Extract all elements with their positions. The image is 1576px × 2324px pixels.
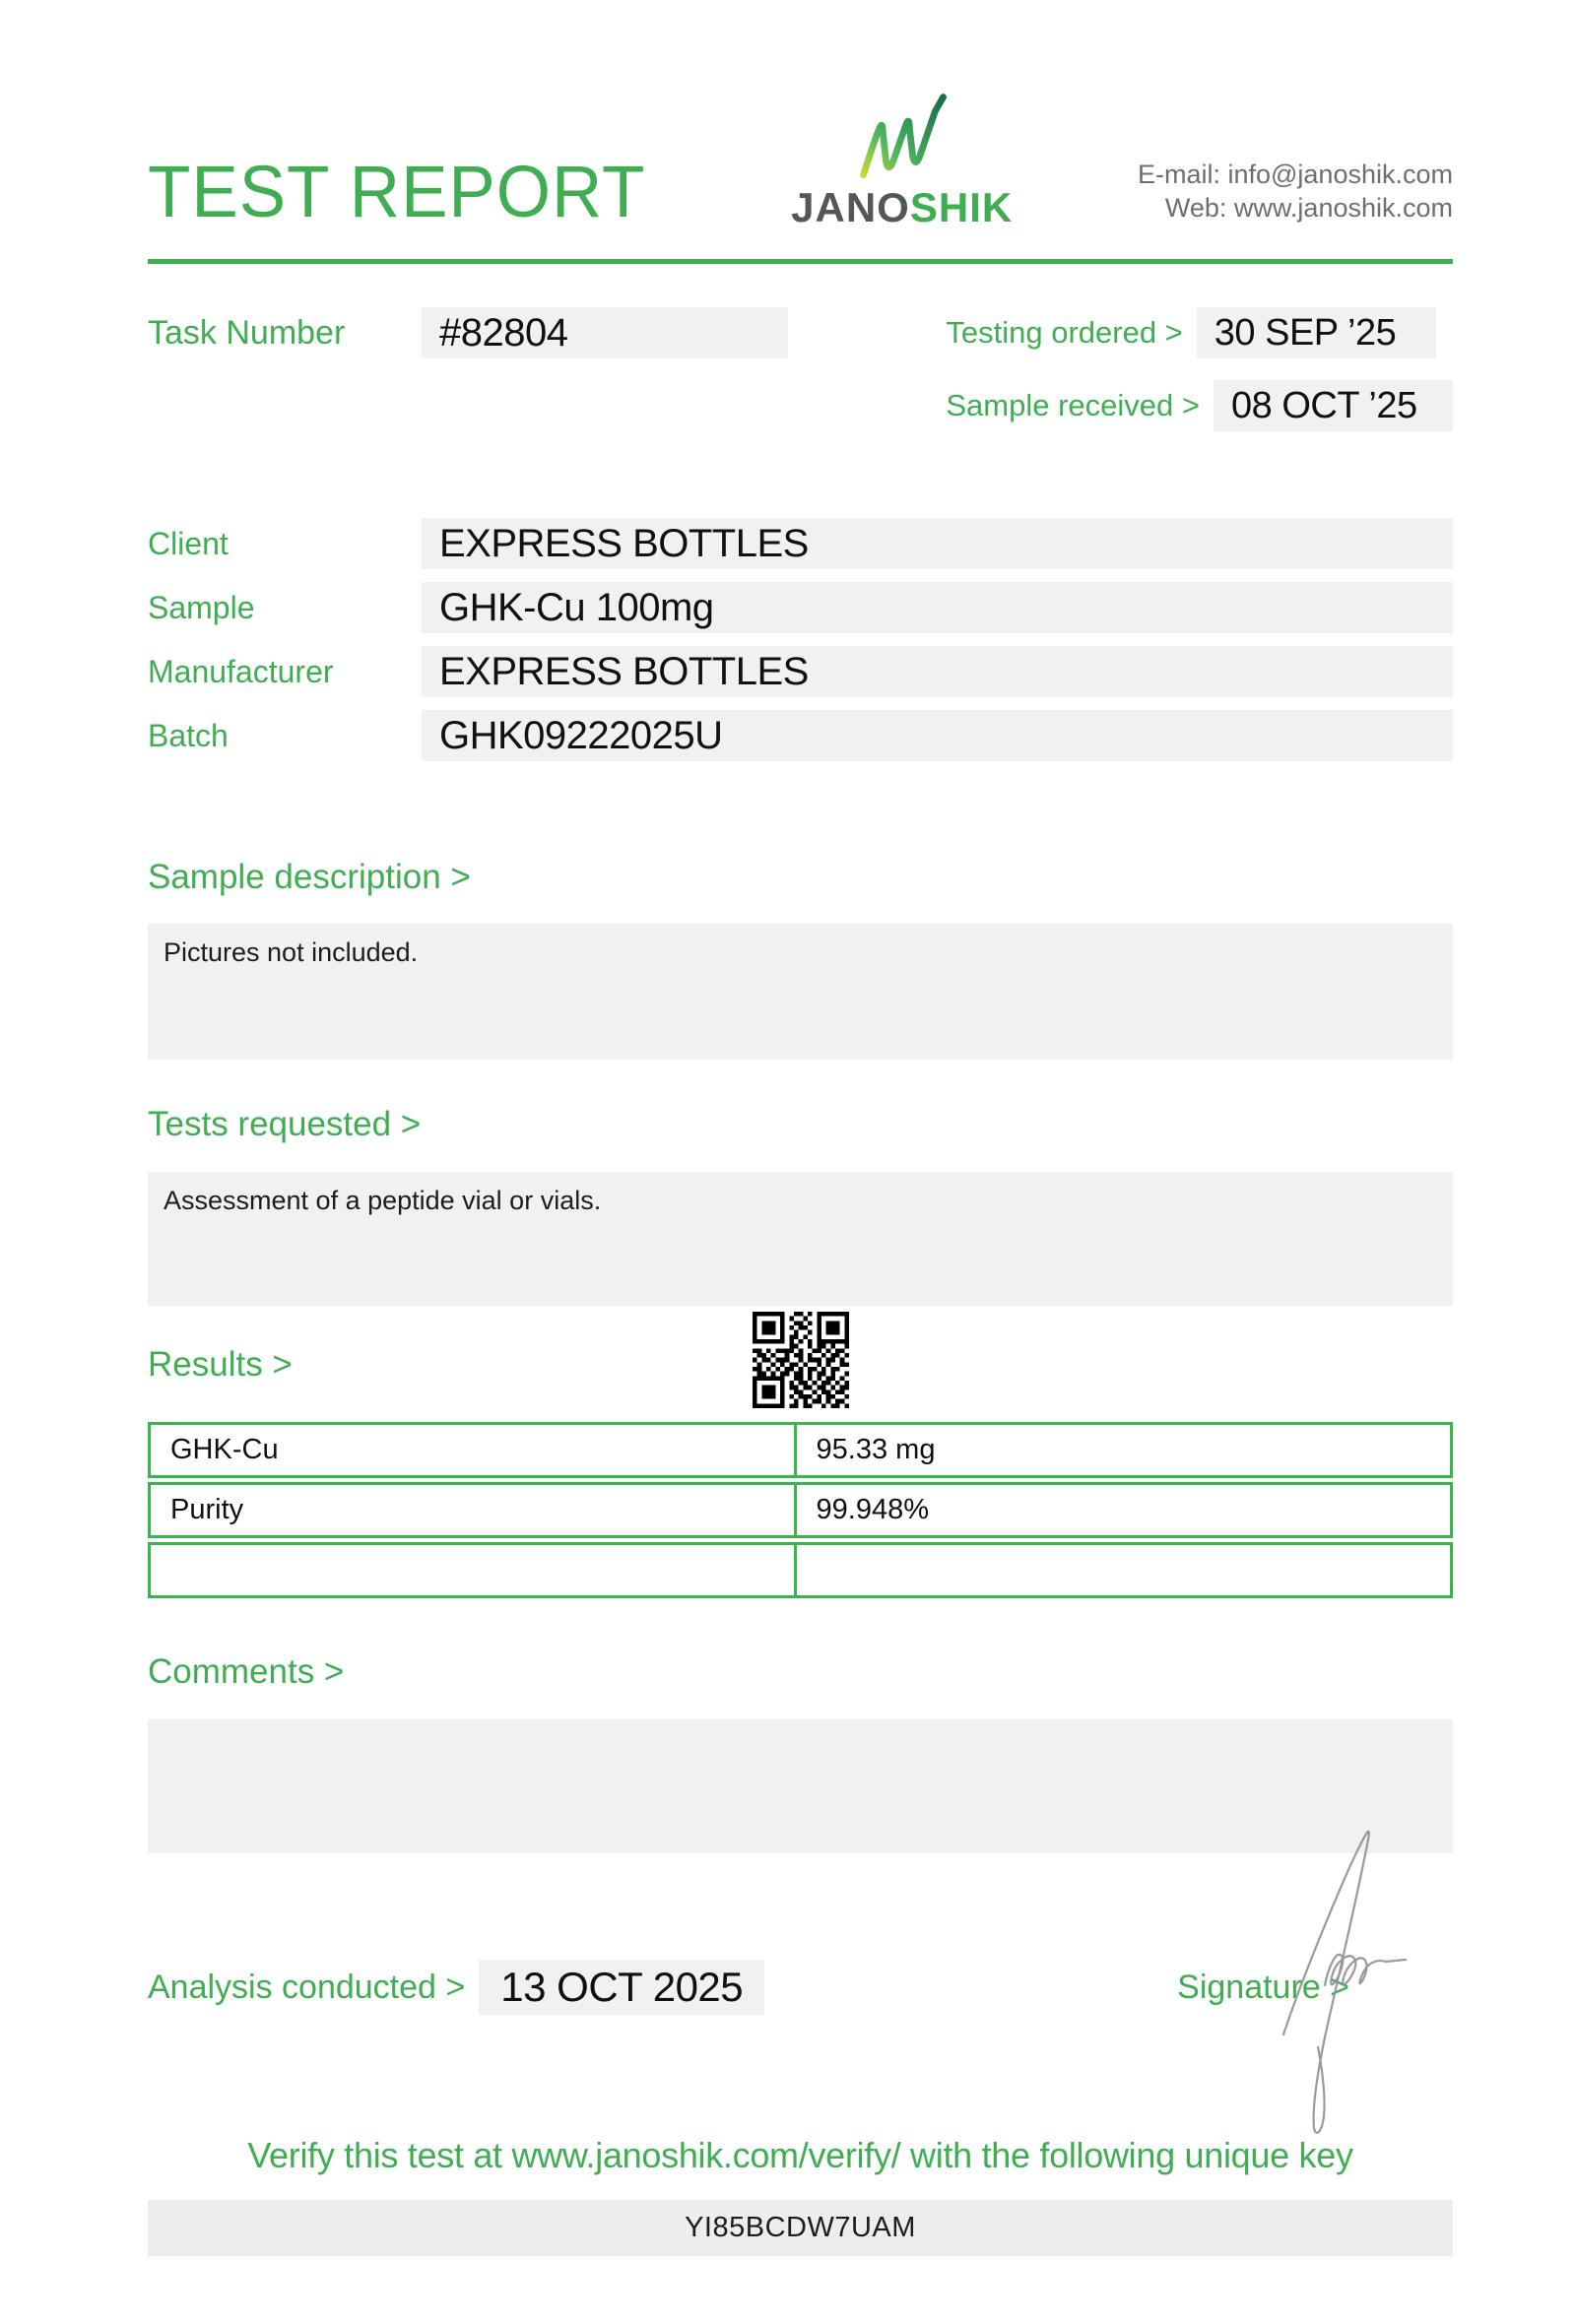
results-header [148, 1308, 1453, 1416]
table-row [148, 1482, 1453, 1538]
client-value: EXPRESS BOTTLES [422, 518, 1453, 569]
analyte-name-cell: Purity [151, 1485, 797, 1535]
sample-row [148, 582, 1453, 633]
comments-section [148, 1652, 1453, 1853]
analyte-value-cell: 99.948% [816, 1494, 930, 1525]
testing-ordered-value: 30 SEP ’25 [1197, 307, 1436, 358]
tests-requested-panel: Assessment of a peptide vial or vials. [148, 1172, 1453, 1306]
task-dates-row [148, 307, 1453, 431]
analysis-conducted-label: Analysis conducted > [148, 1968, 466, 2006]
sample-received-row [946, 380, 1453, 431]
table-row [148, 1422, 1453, 1478]
client-label: Client [148, 525, 229, 561]
contact-email: E-mail: info@janoshik.com [1137, 160, 1453, 189]
table-row [148, 1542, 1453, 1598]
manufacturer-value: EXPRESS BOTTLES [422, 646, 1453, 697]
verify-key: YI85BCDW7UAM [148, 2200, 1453, 2256]
brand-name [791, 184, 1014, 230]
batch-row [148, 710, 1453, 761]
qr-code [753, 1312, 849, 1408]
header-divider [148, 259, 1453, 264]
tests-requested-section [148, 1105, 1453, 1306]
client-row [148, 518, 1453, 569]
contact-info [1138, 158, 1453, 228]
analyte-name-cell: GHK-Cu [151, 1425, 797, 1475]
sample-label: Sample [148, 589, 255, 625]
page-title: TEST REPORT [148, 151, 646, 232]
contact-web: Web: www.janoshik.com [1164, 193, 1453, 223]
analysis-signature-row [148, 1960, 1453, 2015]
analyte-value-cell [797, 1545, 1450, 1595]
analyte-value-cell: 95.33 mg [816, 1434, 936, 1465]
comments-panel [148, 1719, 1453, 1853]
sample-description-section [148, 858, 1453, 1060]
tests-requested-heading: Tests requested > [148, 1105, 422, 1143]
task-number-value: #82804 [422, 307, 788, 358]
brand-name-suffix: SHIK [909, 184, 1014, 230]
sample-received-label: Sample received > [946, 388, 1200, 422]
testing-ordered-row [946, 307, 1453, 358]
task-number-label: Task Number [148, 313, 346, 352]
growth-chart-icon [851, 83, 953, 185]
report-header [148, 83, 1453, 232]
batch-label: Batch [148, 717, 229, 753]
comments-heading: Comments > [148, 1652, 345, 1691]
analyte-name-cell [151, 1545, 797, 1595]
sample-description-panel: Pictures not included. [148, 924, 1453, 1060]
brand-logo [666, 83, 1138, 228]
signature-label: Signature > [1177, 1968, 1349, 2006]
batch-value: GHK09222025U [422, 710, 1453, 761]
sample-received-value: 08 OCT ’25 [1214, 380, 1453, 431]
verify-text: Verify this test at www.janoshik.com/verify/ with the following unique key [247, 2135, 1353, 2175]
sample-value: GHK-Cu 100mg [422, 582, 1453, 633]
manufacturer-label: Manufacturer [148, 653, 334, 689]
analysis-conducted-value: 13 OCT 2025 [479, 1960, 764, 2015]
results-heading: Results > [148, 1345, 293, 1384]
task-number [148, 307, 788, 358]
results-table [148, 1422, 1453, 1598]
testing-ordered-label: Testing ordered > [946, 315, 1183, 350]
sample-info-block [148, 518, 1453, 761]
dates-column [946, 307, 1453, 431]
sample-description-heading: Sample description > [148, 858, 471, 896]
brand-name-prefix: JANO [791, 184, 910, 230]
manufacturer-row [148, 646, 1453, 697]
